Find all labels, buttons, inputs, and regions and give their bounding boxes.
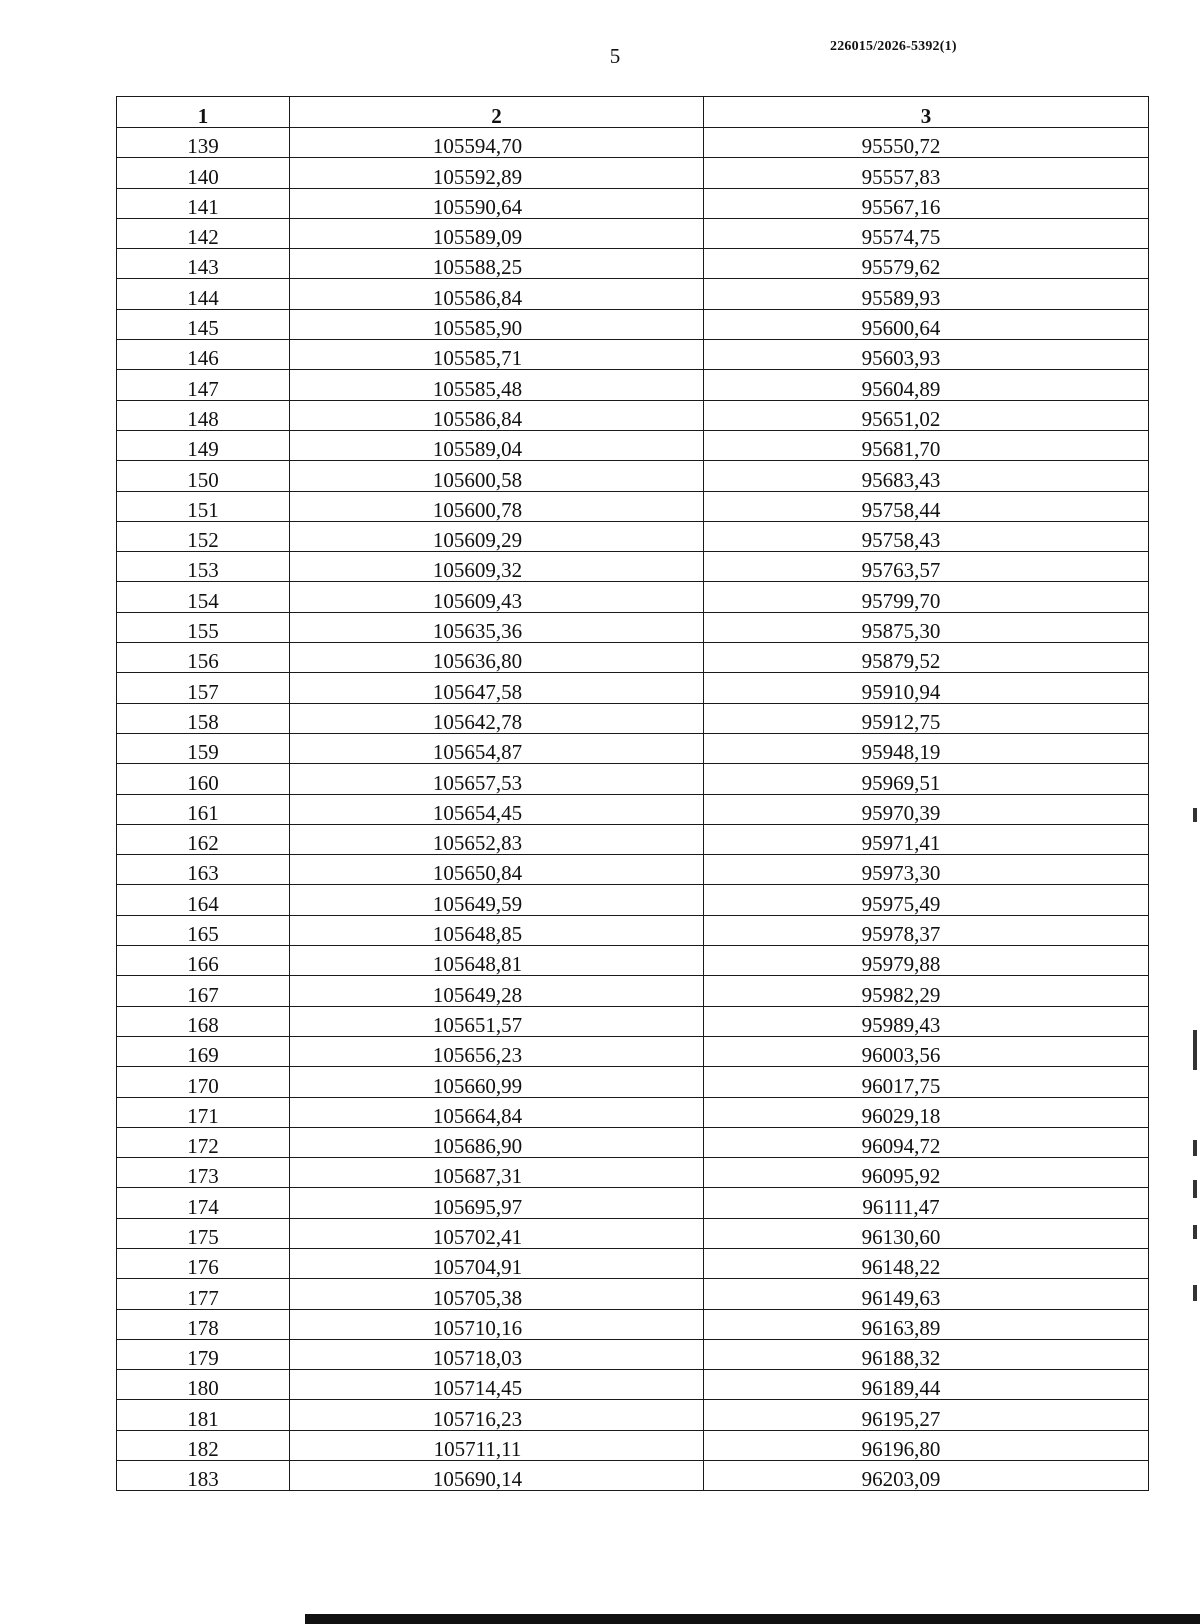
y-coordinate-cell: 96163,89 — [704, 1309, 1149, 1339]
column-header-1: 1 — [117, 97, 290, 128]
point-number-cell: 145 — [117, 309, 290, 339]
point-number-cell: 179 — [117, 1339, 290, 1369]
x-coordinate-cell: 105636,80 — [290, 643, 704, 673]
x-coordinate-cell: 105654,87 — [290, 733, 704, 763]
table-row — [117, 885, 1149, 915]
table-row — [117, 158, 1149, 188]
point-number-cell: 174 — [117, 1188, 290, 1218]
table-row — [117, 1127, 1149, 1157]
table-row — [117, 1097, 1149, 1127]
x-coordinate-cell: 105704,91 — [290, 1248, 704, 1278]
point-number-cell: 163 — [117, 855, 290, 885]
table-row — [117, 794, 1149, 824]
table-row — [117, 1370, 1149, 1400]
y-coordinate-cell: 96095,92 — [704, 1158, 1149, 1188]
x-coordinate-cell: 105649,28 — [290, 976, 704, 1006]
table-row — [117, 1188, 1149, 1218]
point-number-cell: 155 — [117, 612, 290, 642]
point-number-cell: 170 — [117, 1067, 290, 1097]
table-row — [117, 733, 1149, 763]
y-coordinate-cell: 96003,56 — [704, 1036, 1149, 1066]
table-row — [117, 1400, 1149, 1430]
x-coordinate-cell: 105649,59 — [290, 885, 704, 915]
table-row — [117, 582, 1149, 612]
x-coordinate-cell: 105710,16 — [290, 1309, 704, 1339]
point-number-cell: 164 — [117, 885, 290, 915]
y-coordinate-cell: 96188,32 — [704, 1339, 1149, 1369]
y-coordinate-cell: 95970,39 — [704, 794, 1149, 824]
scan-edge-mark — [1193, 1225, 1197, 1239]
point-number-cell: 149 — [117, 430, 290, 460]
x-coordinate-cell: 105592,89 — [290, 158, 704, 188]
table-row — [117, 491, 1149, 521]
point-number-cell: 141 — [117, 188, 290, 218]
x-coordinate-cell: 105650,84 — [290, 855, 704, 885]
x-coordinate-cell: 105600,58 — [290, 461, 704, 491]
table-row — [117, 976, 1149, 1006]
x-coordinate-cell: 105609,43 — [290, 582, 704, 612]
table-row — [117, 279, 1149, 309]
y-coordinate-cell: 95681,70 — [704, 430, 1149, 460]
y-coordinate-cell: 95758,44 — [704, 491, 1149, 521]
y-coordinate-cell: 96196,80 — [704, 1430, 1149, 1460]
x-coordinate-cell: 105585,48 — [290, 370, 704, 400]
point-number-cell: 169 — [117, 1036, 290, 1066]
x-coordinate-cell: 105589,04 — [290, 430, 704, 460]
y-coordinate-cell: 95683,43 — [704, 461, 1149, 491]
y-coordinate-cell: 96130,60 — [704, 1218, 1149, 1248]
y-coordinate-cell: 95910,94 — [704, 673, 1149, 703]
point-number-cell: 181 — [117, 1400, 290, 1430]
point-number-cell: 157 — [117, 673, 290, 703]
x-coordinate-cell: 105585,71 — [290, 340, 704, 370]
table-row — [117, 370, 1149, 400]
table-row — [117, 188, 1149, 218]
point-number-cell: 176 — [117, 1248, 290, 1278]
y-coordinate-cell: 96149,63 — [704, 1279, 1149, 1309]
y-coordinate-cell: 96189,44 — [704, 1370, 1149, 1400]
x-coordinate-cell: 105714,45 — [290, 1370, 704, 1400]
scan-bottom-edge — [305, 1614, 1200, 1624]
scan-edge-mark — [1193, 1140, 1197, 1156]
table-row — [117, 1430, 1149, 1460]
y-coordinate-cell: 95651,02 — [704, 400, 1149, 430]
table-row — [117, 400, 1149, 430]
y-coordinate-cell: 95574,75 — [704, 218, 1149, 248]
x-coordinate-cell: 105585,90 — [290, 309, 704, 339]
point-number-cell: 172 — [117, 1127, 290, 1157]
y-coordinate-cell: 95912,75 — [704, 703, 1149, 733]
table-row — [117, 855, 1149, 885]
point-number-cell: 182 — [117, 1430, 290, 1460]
table-header-row — [117, 97, 1149, 128]
x-coordinate-cell: 105647,58 — [290, 673, 704, 703]
x-coordinate-cell: 105586,84 — [290, 279, 704, 309]
table-row — [117, 1036, 1149, 1066]
x-coordinate-cell: 105705,38 — [290, 1279, 704, 1309]
table-row — [117, 1006, 1149, 1036]
point-number-cell: 175 — [117, 1218, 290, 1248]
x-coordinate-cell: 105702,41 — [290, 1218, 704, 1248]
y-coordinate-cell: 95603,93 — [704, 340, 1149, 370]
table-row — [117, 1309, 1149, 1339]
y-coordinate-cell: 95975,49 — [704, 885, 1149, 915]
table-row — [117, 673, 1149, 703]
table-row — [117, 612, 1149, 642]
point-number-cell: 160 — [117, 764, 290, 794]
table-row — [117, 218, 1149, 248]
x-coordinate-cell: 105652,83 — [290, 824, 704, 854]
point-number-cell: 168 — [117, 1006, 290, 1036]
table-row — [117, 128, 1149, 158]
x-coordinate-cell: 105687,31 — [290, 1158, 704, 1188]
x-coordinate-cell: 105586,84 — [290, 400, 704, 430]
y-coordinate-cell: 95799,70 — [704, 582, 1149, 612]
y-coordinate-cell: 96195,27 — [704, 1400, 1149, 1430]
point-number-cell: 156 — [117, 643, 290, 673]
x-coordinate-cell: 105648,85 — [290, 915, 704, 945]
y-coordinate-cell: 95979,88 — [704, 946, 1149, 976]
x-coordinate-cell: 105711,11 — [290, 1430, 704, 1460]
point-number-cell: 153 — [117, 552, 290, 582]
table-row — [117, 703, 1149, 733]
table-row — [117, 552, 1149, 582]
y-coordinate-cell: 95948,19 — [704, 733, 1149, 763]
y-coordinate-cell: 95557,83 — [704, 158, 1149, 188]
point-number-cell: 148 — [117, 400, 290, 430]
point-number-cell: 143 — [117, 249, 290, 279]
x-coordinate-cell: 105651,57 — [290, 1006, 704, 1036]
point-number-cell: 152 — [117, 521, 290, 551]
table-row — [117, 521, 1149, 551]
y-coordinate-cell: 95879,52 — [704, 643, 1149, 673]
table-row — [117, 915, 1149, 945]
y-coordinate-cell: 96148,22 — [704, 1248, 1149, 1278]
column-header-3: 3 — [704, 97, 1149, 128]
y-coordinate-cell: 96029,18 — [704, 1097, 1149, 1127]
scan-edge-mark — [1193, 1180, 1197, 1198]
table-body — [117, 128, 1149, 1491]
point-number-cell: 183 — [117, 1461, 290, 1491]
x-coordinate-cell: 105594,70 — [290, 128, 704, 158]
point-number-cell: 147 — [117, 370, 290, 400]
x-coordinate-cell: 105609,29 — [290, 521, 704, 551]
x-coordinate-cell: 105590,64 — [290, 188, 704, 218]
column-header-2: 2 — [290, 97, 704, 128]
x-coordinate-cell: 105716,23 — [290, 1400, 704, 1430]
y-coordinate-cell: 95579,62 — [704, 249, 1149, 279]
x-coordinate-cell: 105600,78 — [290, 491, 704, 521]
y-coordinate-cell: 95978,37 — [704, 915, 1149, 945]
y-coordinate-cell: 95600,64 — [704, 309, 1149, 339]
point-number-cell: 151 — [117, 491, 290, 521]
document-code: 226015/2026-5392(1) — [830, 39, 957, 54]
x-coordinate-cell: 105660,99 — [290, 1067, 704, 1097]
table-row — [117, 764, 1149, 794]
y-coordinate-cell: 95973,30 — [704, 855, 1149, 885]
x-coordinate-cell: 105695,97 — [290, 1188, 704, 1218]
point-number-cell: 177 — [117, 1279, 290, 1309]
point-number-cell: 165 — [117, 915, 290, 945]
table-row — [117, 461, 1149, 491]
table-row — [117, 643, 1149, 673]
x-coordinate-cell: 105690,14 — [290, 1461, 704, 1491]
y-coordinate-cell: 95969,51 — [704, 764, 1149, 794]
x-coordinate-cell: 105635,36 — [290, 612, 704, 642]
table-row — [117, 430, 1149, 460]
point-number-cell: 146 — [117, 340, 290, 370]
point-number-cell: 154 — [117, 582, 290, 612]
y-coordinate-cell: 95758,43 — [704, 521, 1149, 551]
x-coordinate-cell: 105686,90 — [290, 1127, 704, 1157]
point-number-cell: 144 — [117, 279, 290, 309]
point-number-cell: 167 — [117, 976, 290, 1006]
y-coordinate-cell: 96203,09 — [704, 1461, 1149, 1491]
y-coordinate-cell: 95763,57 — [704, 552, 1149, 582]
point-number-cell: 166 — [117, 946, 290, 976]
x-coordinate-cell: 105664,84 — [290, 1097, 704, 1127]
x-coordinate-cell: 105588,25 — [290, 249, 704, 279]
table-row — [117, 1248, 1149, 1278]
table-row — [117, 249, 1149, 279]
point-number-cell: 180 — [117, 1370, 290, 1400]
x-coordinate-cell: 105609,32 — [290, 552, 704, 582]
point-number-cell: 140 — [117, 158, 290, 188]
point-number-cell: 159 — [117, 733, 290, 763]
coordinates-table — [116, 96, 1149, 1491]
point-number-cell: 139 — [117, 128, 290, 158]
x-coordinate-cell: 105648,81 — [290, 946, 704, 976]
y-coordinate-cell: 96111,47 — [704, 1188, 1149, 1218]
table-row — [117, 1461, 1149, 1491]
page-number: 5 — [609, 44, 621, 68]
scan-edge-mark — [1193, 808, 1197, 822]
y-coordinate-cell: 95875,30 — [704, 612, 1149, 642]
table-row — [117, 309, 1149, 339]
y-coordinate-cell: 95982,29 — [704, 976, 1149, 1006]
scan-edge-mark — [1193, 1285, 1197, 1301]
y-coordinate-cell: 95971,41 — [704, 824, 1149, 854]
table-row — [117, 824, 1149, 854]
point-number-cell: 142 — [117, 218, 290, 248]
x-coordinate-cell: 105657,53 — [290, 764, 704, 794]
point-number-cell: 158 — [117, 703, 290, 733]
y-coordinate-cell: 96017,75 — [704, 1067, 1149, 1097]
table-row — [117, 1279, 1149, 1309]
x-coordinate-cell: 105718,03 — [290, 1339, 704, 1369]
point-number-cell: 171 — [117, 1097, 290, 1127]
x-coordinate-cell: 105656,23 — [290, 1036, 704, 1066]
y-coordinate-cell: 95989,43 — [704, 1006, 1149, 1036]
point-number-cell: 178 — [117, 1309, 290, 1339]
x-coordinate-cell: 105589,09 — [290, 218, 704, 248]
scan-edge-mark — [1193, 1030, 1197, 1070]
y-coordinate-cell: 95550,72 — [704, 128, 1149, 158]
y-coordinate-cell: 95589,93 — [704, 279, 1149, 309]
table-row — [117, 340, 1149, 370]
table-row — [117, 1339, 1149, 1369]
table-row — [117, 1218, 1149, 1248]
point-number-cell: 162 — [117, 824, 290, 854]
y-coordinate-cell: 95604,89 — [704, 370, 1149, 400]
point-number-cell: 150 — [117, 461, 290, 491]
y-coordinate-cell: 95567,16 — [704, 188, 1149, 218]
table-row — [117, 946, 1149, 976]
x-coordinate-cell: 105642,78 — [290, 703, 704, 733]
table-row — [117, 1067, 1149, 1097]
x-coordinate-cell: 105654,45 — [290, 794, 704, 824]
y-coordinate-cell: 96094,72 — [704, 1127, 1149, 1157]
table-row — [117, 1158, 1149, 1188]
point-number-cell: 173 — [117, 1158, 290, 1188]
point-number-cell: 161 — [117, 794, 290, 824]
